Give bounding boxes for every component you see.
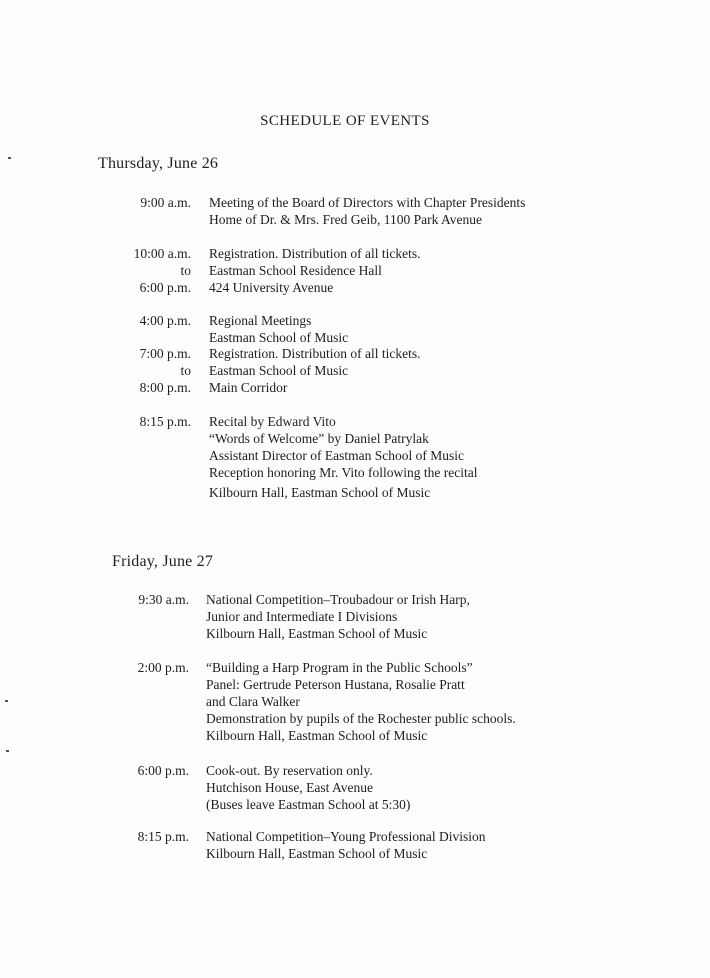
event-time bbox=[0, 762, 189, 779]
event-time-line: 9:30 a.m. bbox=[138, 592, 189, 607]
event-time bbox=[0, 591, 189, 608]
event-time-line: 9:00 a.m. bbox=[140, 195, 191, 210]
event-time-line: 8:00 p.m. bbox=[139, 380, 191, 395]
day-heading: Thursday, June 26 bbox=[98, 155, 219, 172]
event-time bbox=[0, 345, 191, 396]
event-description-line: Assistant Director of Eastman School of Music bbox=[209, 448, 464, 463]
event-description-line: Eastman School of Music bbox=[209, 363, 349, 378]
event-description-line: “Words of Welcome” by Daniel Patrylak bbox=[209, 431, 429, 446]
event-description-line: Cook-out. By reservation only. bbox=[206, 763, 373, 778]
event-description-line: Main Corridor bbox=[209, 380, 288, 395]
margin-mark bbox=[5, 700, 8, 702]
event-description-line: 424 University Avenue bbox=[209, 280, 334, 295]
event-description-line: National Competition–Young Professional Division bbox=[206, 829, 486, 844]
event-description-line: Kilbourn Hall, Eastman School of Music bbox=[206, 728, 428, 743]
event-description-line: and Clara Walker bbox=[206, 694, 300, 709]
event-description-line: Kilbourn Hall, Eastman School of Music bbox=[206, 626, 428, 641]
event-description-line: Home of Dr. & Mrs. Fred Geib, 1100 Park Avenue bbox=[209, 212, 482, 227]
event-time-line: 7:00 p.m. bbox=[139, 346, 191, 361]
event-time-line: 2:00 p.m. bbox=[137, 660, 189, 675]
event-time-line: to bbox=[180, 363, 191, 378]
event-description bbox=[206, 591, 470, 642]
event-time bbox=[0, 312, 191, 329]
event-description-line: Junior and Intermediate I Divisions bbox=[206, 609, 398, 624]
event-description-line: “Building a Harp Program in the Public Schools” bbox=[206, 660, 473, 675]
event-description-line: Regional Meetings bbox=[209, 313, 312, 328]
event-time-line: 10:00 a.m. bbox=[133, 246, 191, 261]
event-time bbox=[0, 194, 191, 211]
event-description bbox=[209, 312, 348, 346]
event-description-line: Recital by Edward Vito bbox=[209, 414, 336, 429]
event-description-line: Kilbourn Hall, Eastman School of Music bbox=[209, 485, 431, 500]
event-time bbox=[0, 413, 191, 430]
event-description bbox=[209, 345, 420, 396]
event-time bbox=[0, 245, 191, 296]
event-time-line: 6:00 p.m. bbox=[137, 763, 189, 778]
margin-mark bbox=[8, 157, 11, 159]
event-description-line: Meeting of the Board of Directors with Chapter Presidents bbox=[209, 195, 526, 210]
event-description bbox=[206, 828, 486, 862]
event-description-line: Demonstration by pupils of the Rochester public schools. bbox=[206, 711, 516, 726]
event-time bbox=[0, 828, 189, 845]
event-description bbox=[206, 659, 516, 744]
event-time-line: 8:15 p.m. bbox=[137, 829, 189, 844]
event-description-line: Registration. Distribution of all tickets. bbox=[209, 246, 421, 261]
event-description-line: (Buses leave Eastman School at 5:30) bbox=[206, 797, 411, 812]
event-time-line: 8:15 p.m. bbox=[139, 414, 191, 429]
event-time-line: 6:00 p.m. bbox=[139, 280, 191, 295]
event-time-line: to bbox=[180, 263, 191, 278]
event-description-line: Kilbourn Hall, Eastman School of Music bbox=[206, 846, 428, 861]
event-description-line: Eastman School Residence Hall bbox=[209, 263, 382, 278]
event-description bbox=[209, 194, 525, 228]
margin-mark bbox=[6, 750, 9, 752]
day-heading: Friday, June 27 bbox=[112, 553, 214, 570]
event-description-line: Panel: Gertrude Peterson Hustana, Rosalie Pratt bbox=[206, 677, 465, 692]
event-description bbox=[209, 245, 420, 296]
event-description-line: Reception honoring Mr. Vito following the recital bbox=[209, 465, 478, 480]
event-time-line: 4:00 p.m. bbox=[139, 313, 191, 328]
event-description-line: Registration. Distribution of all tickets. bbox=[209, 346, 421, 361]
event-description bbox=[209, 413, 478, 501]
page-title: SCHEDULE OF EVENTS bbox=[260, 113, 430, 129]
event-time bbox=[0, 659, 189, 676]
event-description-line: Eastman School of Music bbox=[209, 330, 349, 345]
event-description bbox=[206, 762, 410, 813]
event-description-line: Hutchison House, East Avenue bbox=[206, 780, 373, 795]
event-description-line: National Competition–Troubadour or Irish Harp, bbox=[206, 592, 470, 607]
